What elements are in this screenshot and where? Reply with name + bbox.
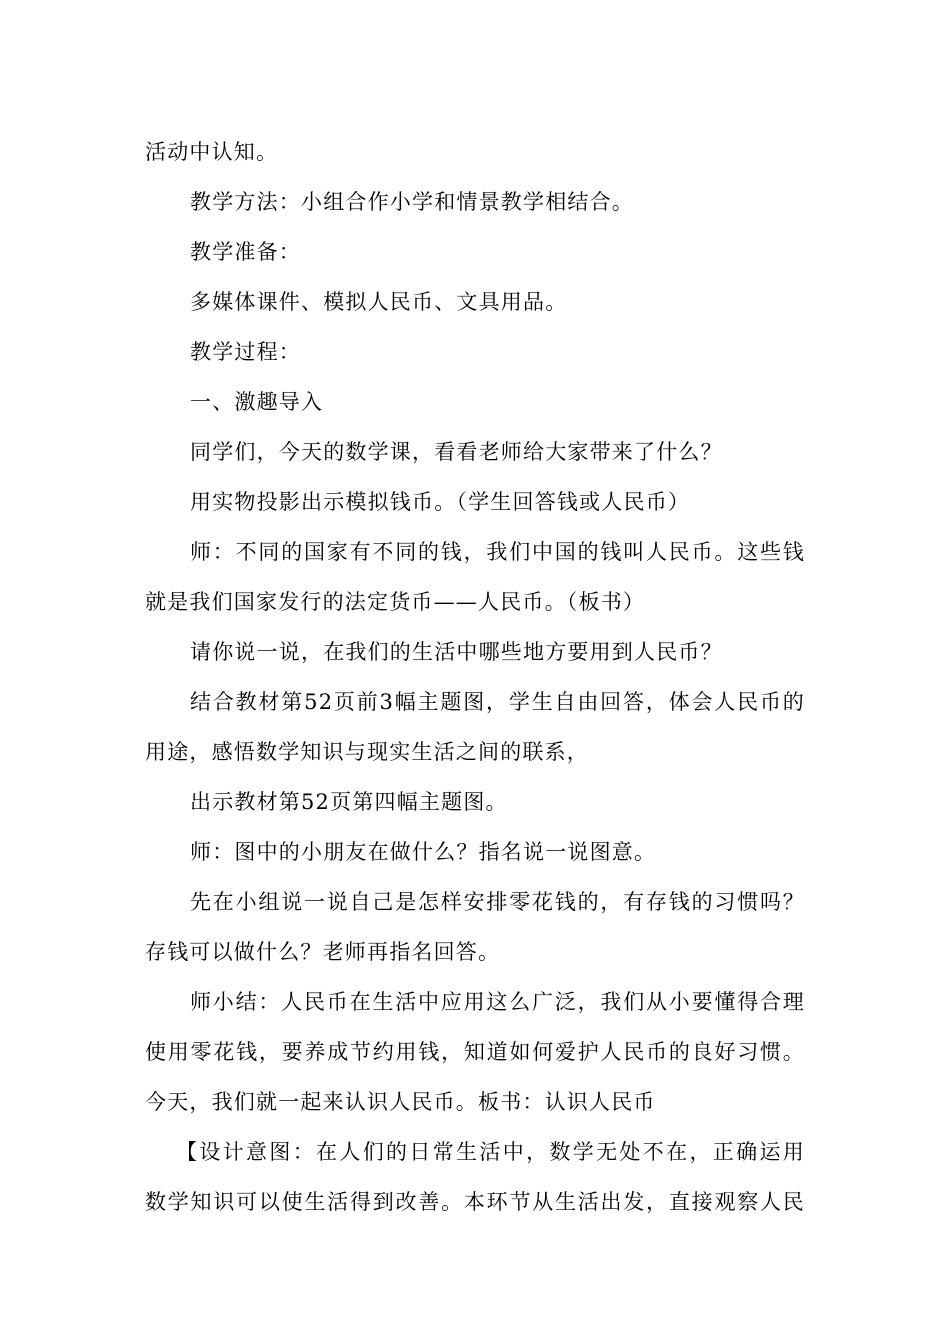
paragraph-line: 出示教材第52页第四幅主题图。 xyxy=(190,790,508,814)
paragraph-line: 先在小组说一说自己是怎样安排零花钱的，有存钱的习惯吗？ xyxy=(190,890,805,914)
section-heading: 一、激趣导入 xyxy=(190,390,324,414)
paragraph-line: 使用零花钱，要养成节约用钱，知道如何爱护人民币的良好习惯。 xyxy=(145,1040,805,1064)
paragraph-line: 今天，我们就一起来认识人民币。板书：认识人民币 xyxy=(145,1090,656,1114)
paragraph-line: 用实物投影出示模拟钱币。（学生回答钱或人民币） xyxy=(190,490,691,514)
paragraph-line: 师小结：人民币在生活中应用这么广泛，我们从小要懂得合理 xyxy=(190,990,805,1014)
paragraph-line: 结合教材第52页前3幅主题图，学生自由回答，体会人民币的 xyxy=(190,690,805,714)
teaching-prep-heading: 教学准备： xyxy=(190,240,301,264)
paragraph-line: 用途，感悟数学知识与现实生活之间的联系， xyxy=(145,740,589,764)
paragraph-line: 同学们，今天的数学课，看看老师给大家带来了什么？ xyxy=(190,440,723,464)
teaching-method-line: 教学方法：小组合作小学和情景教学相结合。 xyxy=(190,190,634,214)
teaching-process-heading: 教学过程： xyxy=(190,340,301,364)
design-intent-line: 数学知识可以使生活得到改善。本环节从生活出发，直接观察人民 xyxy=(145,1190,805,1214)
paragraph-line: 请你说一说，在我们的生活中哪些地方要用到人民币？ xyxy=(190,640,723,664)
paragraph-line: 师：不同的国家有不同的钱，我们中国的钱叫人民币。这些钱 xyxy=(190,540,805,564)
paragraph-line: 就是我们国家发行的法定货币——人民币。（板书） xyxy=(145,590,646,614)
paragraph-line: 活动中认知。 xyxy=(145,140,279,164)
paragraph-line: 师：图中的小朋友在做什么？指名说一说图意。 xyxy=(190,840,657,864)
paragraph-line: 存钱可以做什么？老师再指名回答。 xyxy=(145,940,501,964)
teaching-prep-line: 多媒体课件、模拟人民币、文具用品。 xyxy=(190,290,568,314)
design-intent-line: 【设计意图：在人们的日常生活中，数学无处不在，正确运用 xyxy=(176,1140,805,1164)
